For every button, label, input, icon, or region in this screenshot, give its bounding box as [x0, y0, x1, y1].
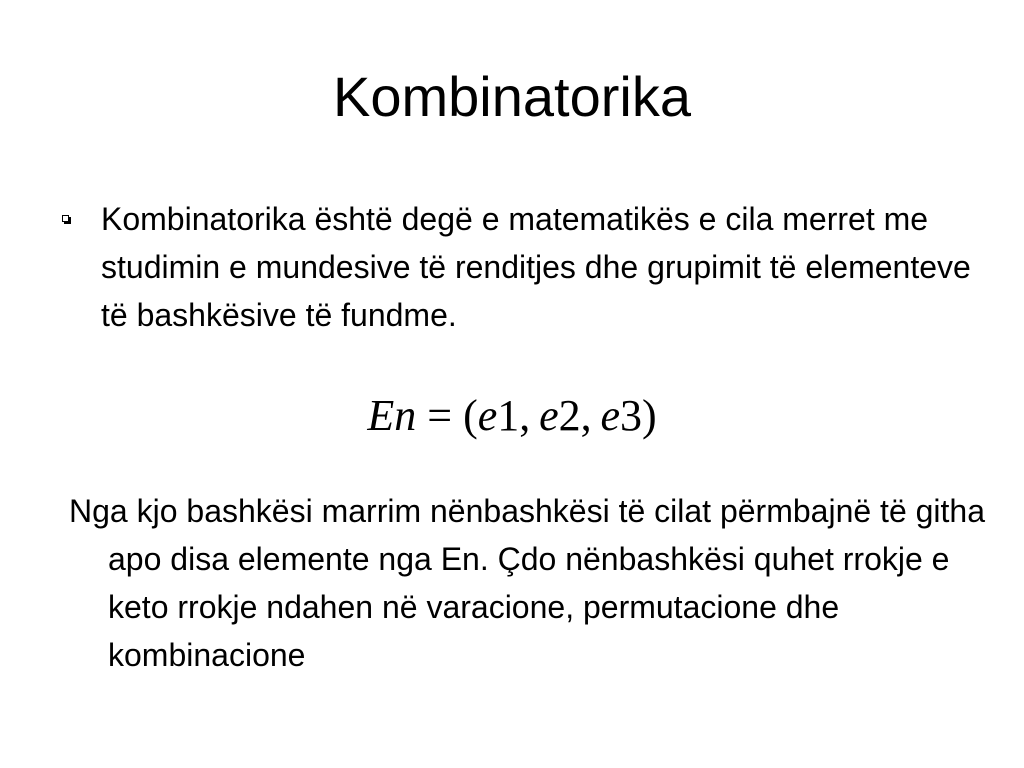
formula-elem3-num: 3 — [619, 391, 642, 440]
formula-equals-sign: = — [427, 391, 453, 440]
formula-elem2-num: 2 — [558, 391, 581, 440]
formula-lhs-var-n: n — [394, 391, 417, 440]
formula-close-paren: ) — [641, 391, 657, 440]
formula-elem2-var: e — [539, 391, 559, 440]
set-formula — [0, 386, 1024, 446]
slide-title: Kombinatorika — [333, 65, 691, 128]
hollow-square-bullet-icon — [62, 215, 69, 222]
formula-lhs-var-e: E — [367, 391, 395, 440]
formula-comma-1: , — [519, 391, 531, 440]
formula-elem1-num: 1 — [497, 391, 520, 440]
formula-elem3-var: e — [600, 391, 620, 440]
bullet-text: Kombinatorika është degë e matematikës e cila merret me studimin e mundesive të renditjes dhe grupimit të elementeve të bashkësive të fundme. — [101, 201, 971, 333]
formula-elem1-var: e — [477, 391, 498, 440]
formula-open-paren: ( — [463, 391, 478, 440]
body-paragraph: Nga kjo bashkësi marrim nënbashkësi të cilat përmbajnë të githa apo disa elemente nga En. Çdo nënbashkësi quhet rrokje e keto rrokje ndahen në varacione, permutacione dhe kombinacione — [69, 493, 986, 673]
formula-comma-2: , — [580, 391, 592, 440]
